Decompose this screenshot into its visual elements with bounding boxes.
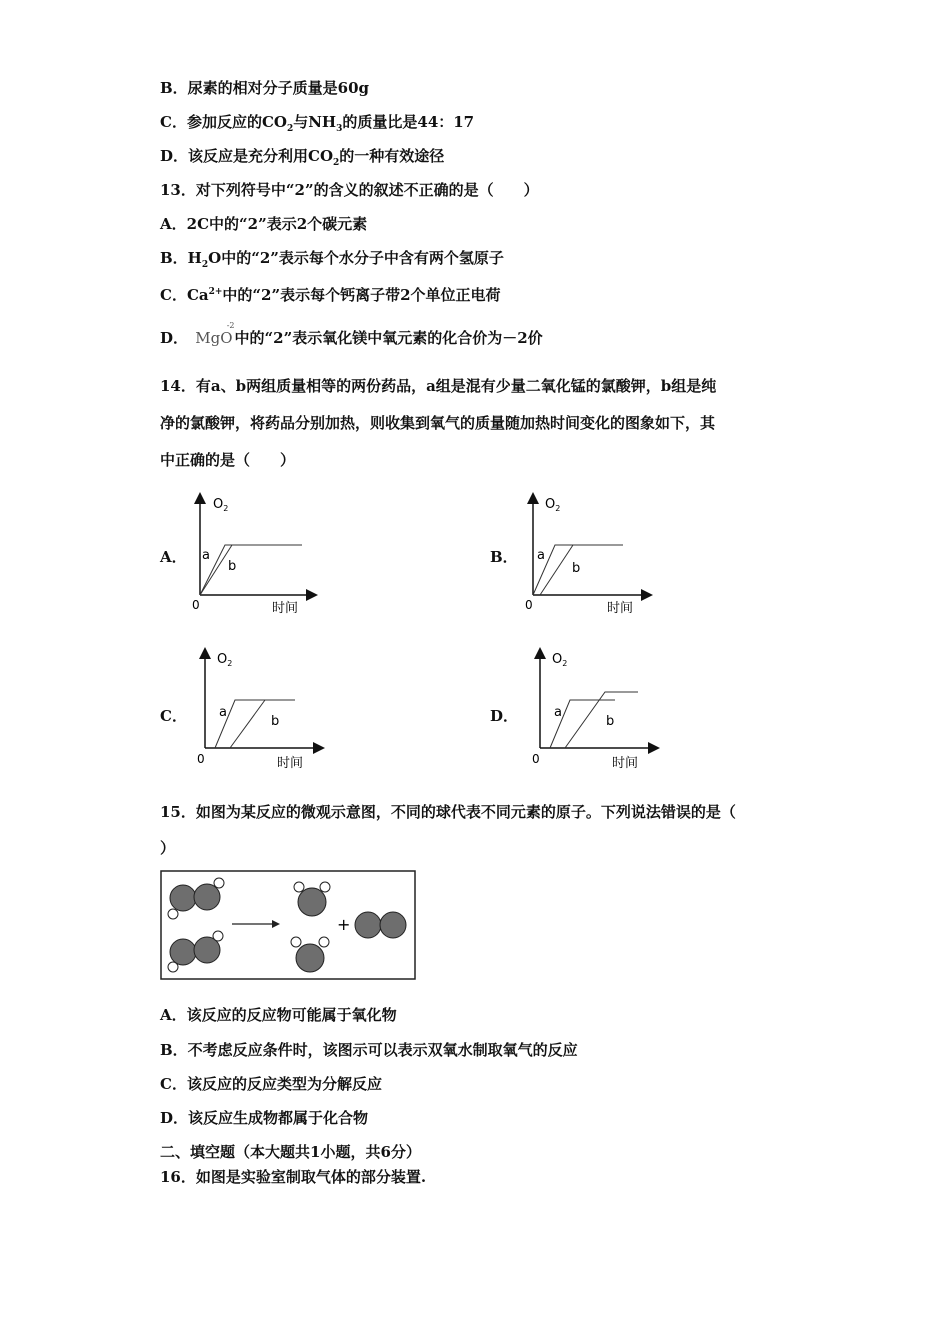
line-b <box>230 700 265 748</box>
svg-text:a: a <box>537 548 545 563</box>
svg-text:O2: $O_2$ <box>217 652 233 668</box>
svg-text:0: 0 <box>532 752 540 766</box>
line-a <box>200 545 302 595</box>
q16-stem: 16．如图是实验室制取气体的部分装置. <box>160 1168 427 1186</box>
line-a <box>215 700 295 748</box>
q14-option-b-label: B． <box>490 548 518 566</box>
q14-stem-line3: 中正确的是（ ） <box>160 451 296 469</box>
mgo-valence-symbol: MgO -2 <box>195 321 235 347</box>
q12-option-b: B．尿素的相对分子质量是60g <box>160 79 370 97</box>
section-2-title: 二、填空题（本大题共1小题，共6分） <box>160 1143 421 1161</box>
q15-option-b: B．不考虑反应条件时，该图示可以表示双氧水制取氧气的反应 <box>160 1041 578 1059</box>
q14-stem-line1: 14．有a、b两组质量相等的两份药品，a组是混有少量二氧化锰的氯酸钾，b组是纯 <box>160 377 717 395</box>
svg-text:a: a <box>554 705 562 720</box>
svg-text:时间: 时间 <box>277 756 304 771</box>
q13-option-c: C．$Ca^{2+}$中的“2”表示每个钙离子带2个单位正电荷 <box>160 286 501 304</box>
svg-text:0: 0 <box>192 598 200 612</box>
q14-option-a-label: A． <box>160 548 187 566</box>
q14-graph-c <box>185 645 335 775</box>
q14-graph-b <box>515 490 665 620</box>
svg-text:b: b <box>271 714 280 729</box>
svg-text:O2: $O_2$ <box>552 652 568 668</box>
q15-option-a: A．该反应的反应物可能属于氧化物 <box>160 1006 397 1024</box>
q13-option-a: A．2C中的“2”表示2个碳元素 <box>160 215 368 233</box>
q13-option-b: B．$H_2O$中的“2”表示每个水分子中含有两个氢原子 <box>160 249 504 270</box>
svg-text:b: b <box>228 559 237 574</box>
svg-text:a: a <box>219 705 227 720</box>
svg-text:0: 0 <box>525 598 533 612</box>
q13-stem: 13．对下列符号中“2”的含义的叙述不正确的是（ ） <box>160 181 539 199</box>
svg-text:b: b <box>572 561 581 576</box>
svg-text:a: a <box>202 548 210 563</box>
q14-stem-line2: 净的氯酸钾，将药品分别加热，则收集到氧气的质量随加热时间变化的图象如下，其 <box>160 414 716 432</box>
svg-text:O2: $O_2$ <box>545 497 561 513</box>
q15-stem-line2: ） <box>160 839 176 857</box>
q13-option-d: D． MgO -2 中的“2”表示氧化镁中氧元素的化合价为－2价 <box>160 321 543 347</box>
q14-graph-d <box>520 645 670 775</box>
svg-text:b: b <box>606 714 615 729</box>
q12-option-d: D．该反应是充分利用$CO_2$的一种有效途径 <box>160 147 445 168</box>
q14-option-d-label: D． <box>490 707 519 725</box>
plus-sign: + <box>337 915 351 934</box>
q14-option-c-label: C． <box>160 707 187 725</box>
q15-option-d: D．该反应生成物都属于化合物 <box>160 1109 369 1127</box>
q12-option-c: C．参加反应的$CO_2$与$NH_3$的质量比是44：17 <box>160 113 475 134</box>
svg-text:时间: 时间 <box>607 601 634 616</box>
q15-option-c: C．该反应的反应类型为分解反应 <box>160 1075 382 1093</box>
svg-text:0: 0 <box>197 752 205 766</box>
svg-text:时间: 时间 <box>612 756 639 771</box>
reaction-diagram <box>160 870 418 982</box>
svg-text:O2: $O_2$ <box>213 497 229 513</box>
q15-stem-line1: 15．如图为某反应的微观示意图，不同的球代表不同元素的原子。下列说法错误的是（ <box>160 803 736 821</box>
svg-text:时间: 时间 <box>272 601 299 616</box>
q14-graph-a <box>180 490 330 620</box>
